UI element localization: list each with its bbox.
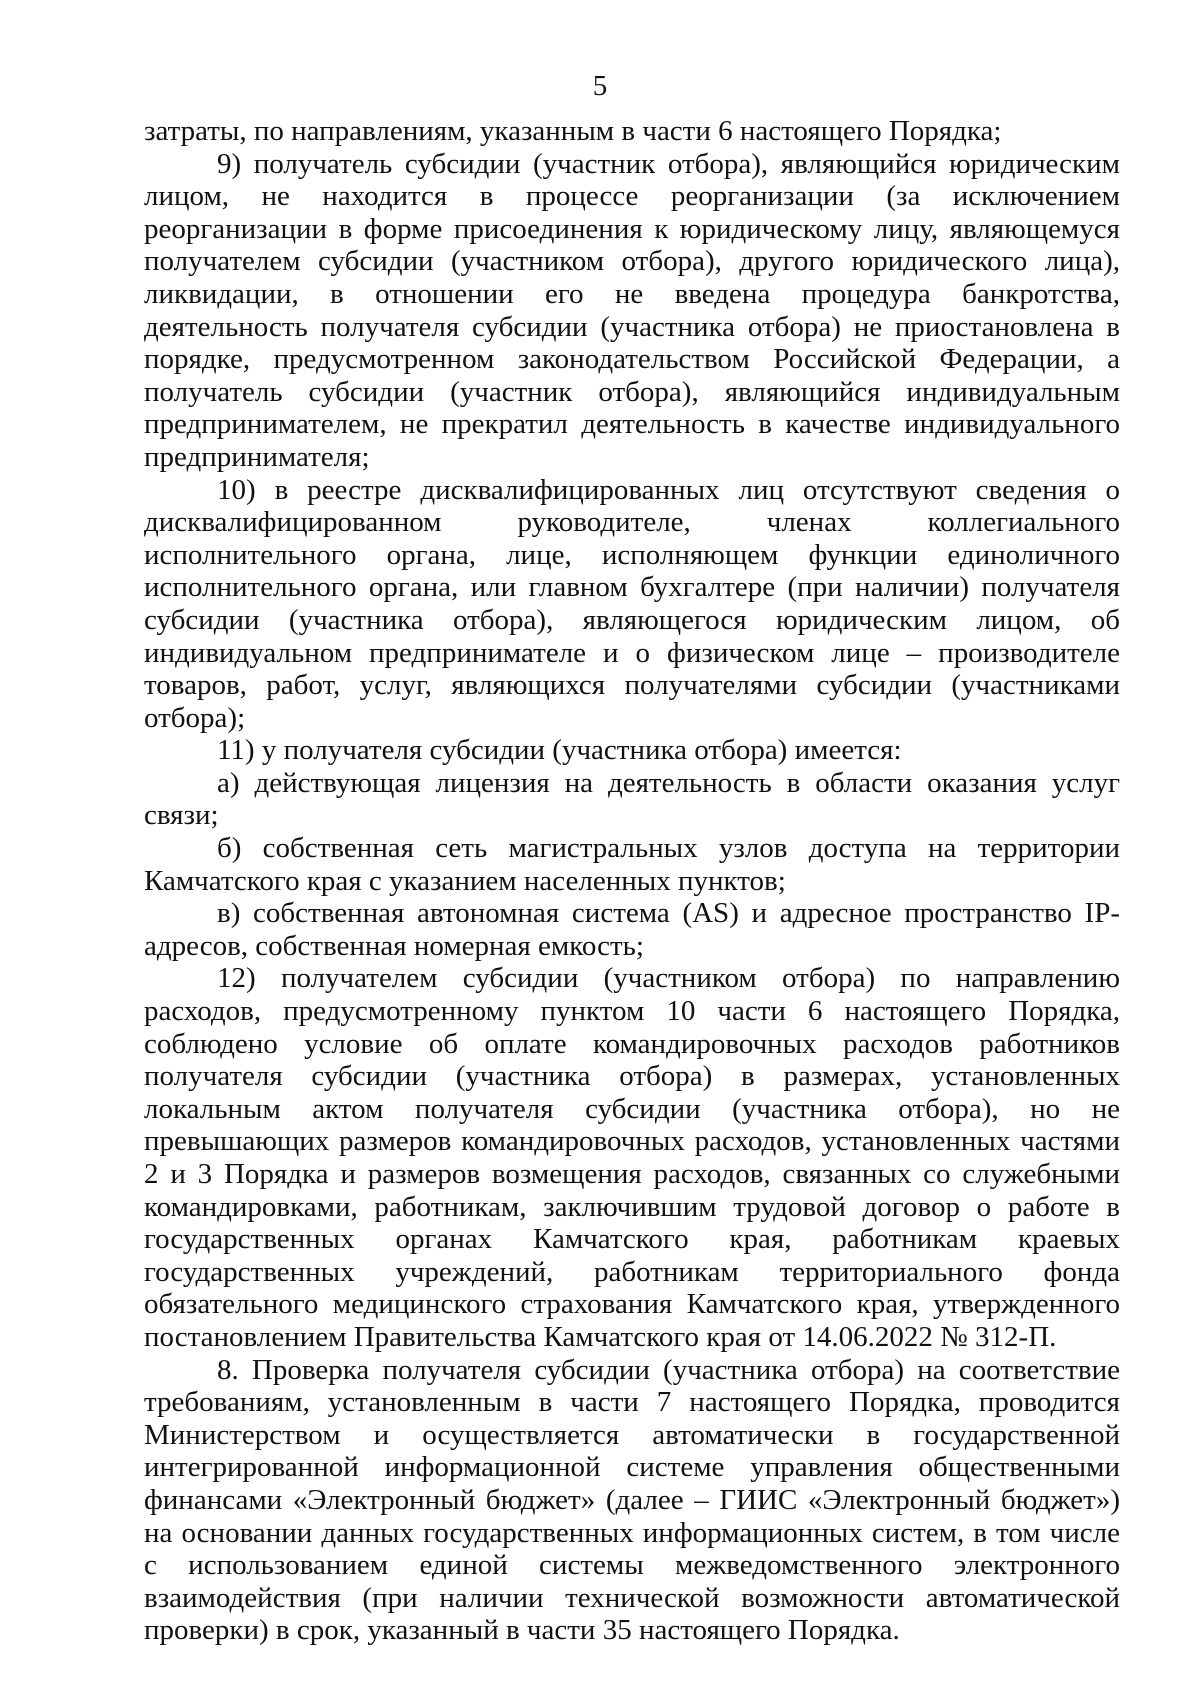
paragraph-item-11-v: в) собственная автономная система (AS) и адресное пространство IP-адресов, собственная номерная емкость; bbox=[144, 897, 1120, 962]
paragraph-item-11-b: б) собственная сеть магистральных узлов доступа на территории Камчатского края с указанием населенных пунктов; bbox=[144, 832, 1120, 897]
document-body bbox=[144, 115, 1120, 1647]
paragraph-item-12: 12) получателем субсидии (участником отбора) по направлению расходов, предусмотренному пунктом 10 части 6 настоящего Порядка, соблюдено условие об оплате командировочных расходов работников получателя субсидии (участника отбора) в размерах, установленных локальным актом получателя субсидии (участника отбора), но не превышающих размеров командировочных расходов, установленных частями 2 и 3 Порядка и размеров возмещения расходов, связанных со служебными командировками, работникам, заключившим трудовой договор о работе в государственных органах Камчатского края, работникам краевых государственных учреждений, работникам территориального фонда обязательного медицинского страхования Камчатского края, утвержденного постановлением Правительства Камчатского края от 14.06.2022 № 312-П. bbox=[144, 962, 1120, 1353]
page-number: 5 bbox=[592, 70, 608, 102]
paragraph-continuation: затраты, по направлениям, указанным в части 6 настоящего Порядка; bbox=[144, 115, 1002, 147]
paragraph-section-8: 8. Проверка получателя субсидии (участника отбора) на соответствие требованиям, установленным в части 7 настоящего Порядка, проводится Министерством и осуществляется автоматически в государственной интегрированной информационной системе управления общественными финансами «Электронный бюджет» (далее – ГИИС «Электронный бюджет») на основании данных государственных информационных систем, в том числе с использованием единой системы межведомственного электронного взаимодействия (при наличии технической возможности автоматической проверки) в срок, указанный в части 35 настоящего Порядка. bbox=[144, 1353, 1120, 1647]
paragraph-item-9: 9) получатель субсидии (участник отбора), являющийся юридическим лицом, не находится в процессе реорганизации (за исключением реорганизации в форме присоединения к юридическому лицу, являющемуся получателем субсидии (участником отбора), другого юридического лица), ликвидации, в отношении его не введена процедура банкротства, деятельность получателя субсидии (участника отбора) не приостановлена в порядке, предусмотренном законодательством Российской Федерации, а получатель субсидии (участник отбора), являющийся индивидуальным предпринимателем, не прекратил деятельность в качестве индивидуального предпринимателя; bbox=[144, 147, 1120, 473]
paragraph-item-11-a: а) действующая лицензия на деятельность в области оказания услуг связи; bbox=[144, 766, 1120, 832]
paragraph-item-10: 10) в реестре дисквалифицированных лиц отсутствуют сведения о дисквалифицированном руководителе, членах коллегиального исполнительного органа, лице, исполняющем функции единоличного исполнительного органа, или главном бухгалтере (при наличии) получателя субсидии (участника отбора), являющегося юридическим лицом, об индивидуальном предпринимателе и о физическом лице – производителе товаров, работ, услуг, являющихся получателями субсидии (участниками отбора); bbox=[144, 473, 1120, 734]
paragraph-item-11: 11) у получателя субсидии (участника отбора) имеется: bbox=[217, 734, 902, 767]
